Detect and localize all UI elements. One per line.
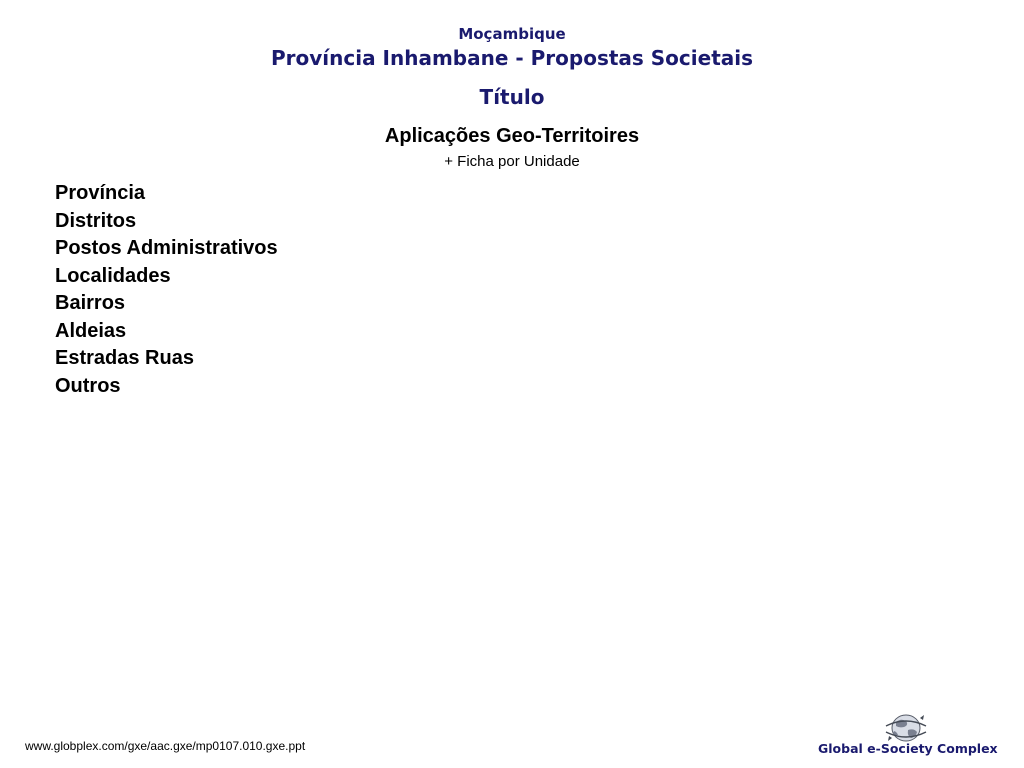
list-item: Província xyxy=(55,182,146,204)
list-item: Postos Administrativos xyxy=(55,237,278,259)
globe-icon xyxy=(884,712,928,744)
list-item: Estradas Ruas xyxy=(55,347,194,369)
unit-list xyxy=(55,180,278,400)
list-item: Bairros xyxy=(55,292,126,314)
list-item: Localidades xyxy=(55,264,171,287)
list-item: Outros xyxy=(55,374,121,397)
footer-url: www.globplex.com/gxe/aac.gxe/mp0107.010.gxe.ppt xyxy=(25,739,306,753)
list-item: Distritos xyxy=(55,209,137,232)
title-label: Título xyxy=(479,85,545,109)
section-heading: Aplicações Geo-Territoires xyxy=(384,125,640,147)
page-title: Província Inhambane - Propostas Societais xyxy=(270,46,754,70)
header-country: Moçambique xyxy=(458,25,566,43)
footer-brand: Global e-Society Complex xyxy=(818,741,998,756)
section-subheading: + Ficha por Unidade xyxy=(444,153,580,170)
list-item: Aldeias xyxy=(55,319,127,342)
